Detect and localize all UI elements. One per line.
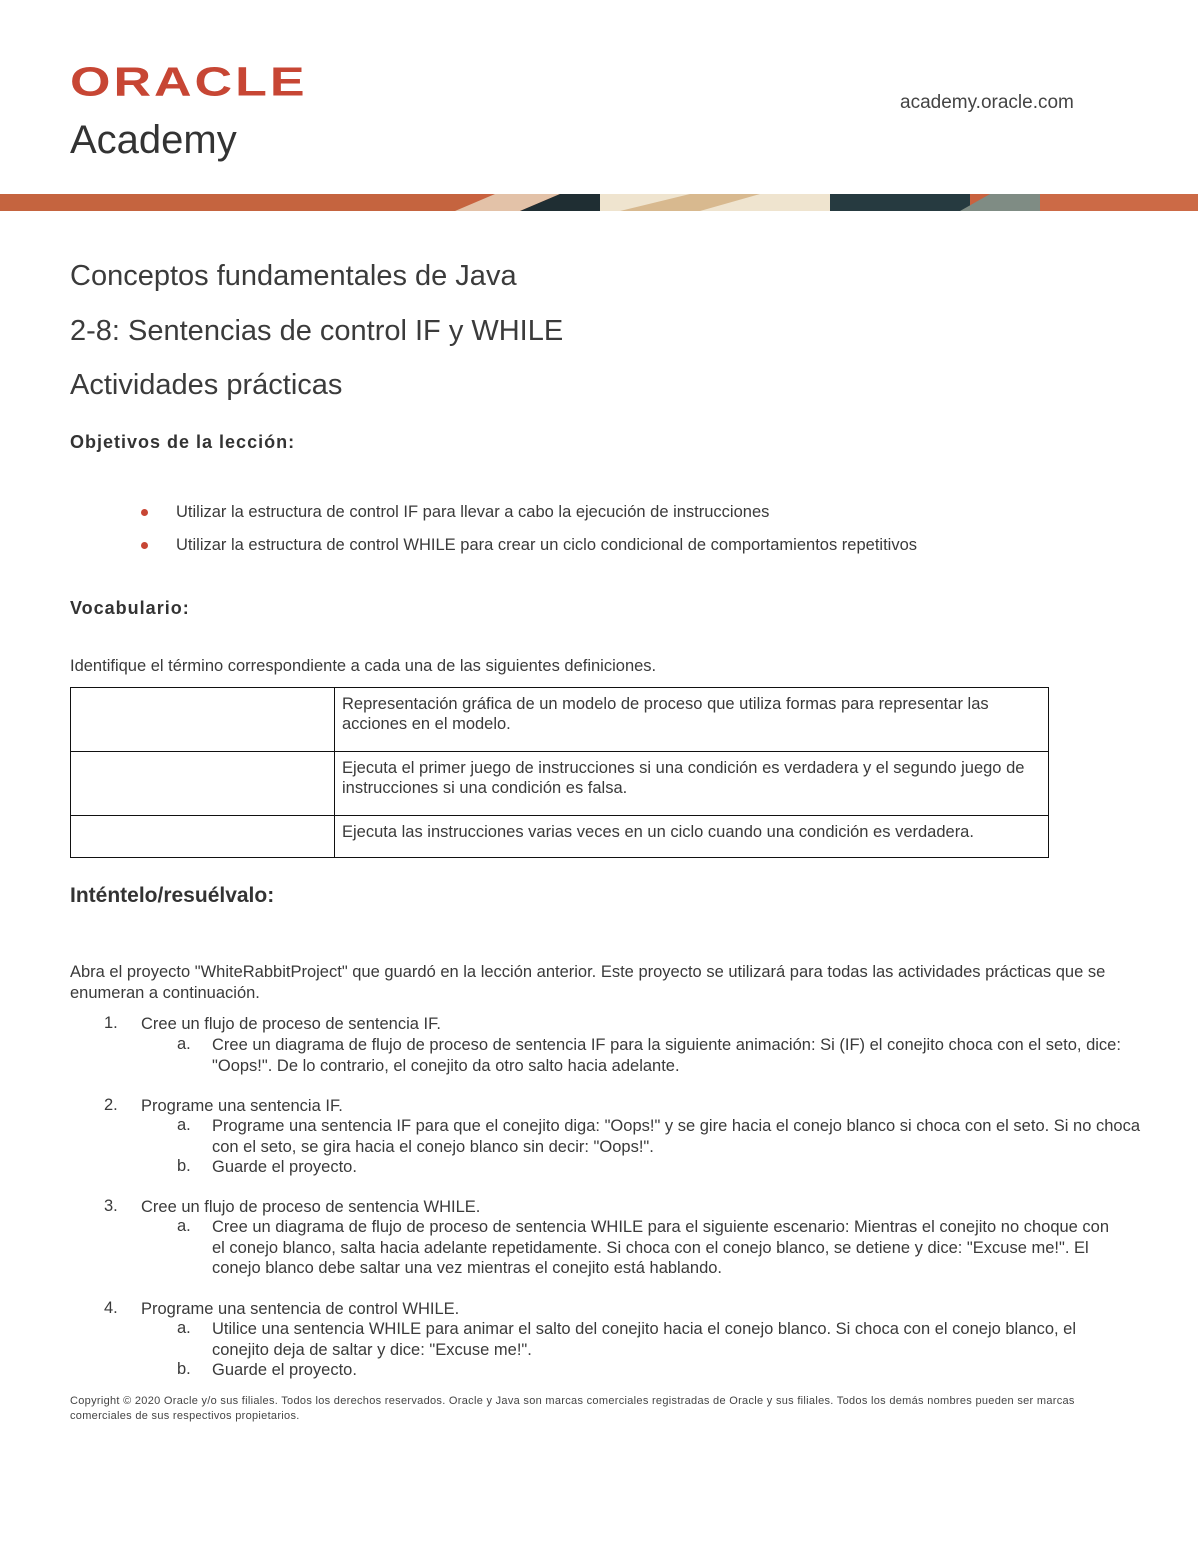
subtask-letter: a. xyxy=(177,1319,191,1337)
definition-cell: Ejecuta el primer juego de instrucciones si una condición es verdadera y el segundo juego de instrucciones si una condición es falsa. xyxy=(335,752,1049,816)
lesson-title: 2-8: Sentencias de control IF y WHILE xyxy=(70,315,564,347)
objective-item: Utilizar la estructura de control IF para llevar a cabo la ejecución de instrucciones xyxy=(176,503,770,521)
task-text: Cree un flujo de proceso de sentencia WHILE. xyxy=(141,1198,481,1216)
subtask-letter: a. xyxy=(177,1217,191,1235)
definition-cell: Representación gráfica de un modelo de proceso que utiliza formas para representar las acciones en el modelo. xyxy=(335,688,1049,752)
definition-cell: Ejecuta las instrucciones varias veces en un ciclo cuando una condición es verdadera. xyxy=(335,816,1049,858)
table-row xyxy=(71,752,1049,816)
subtask-letter: b. xyxy=(177,1360,191,1378)
table-row xyxy=(71,688,1049,752)
copyright-notice: Copyright © 2020 Oracle y/o sus filiales. Todos los derechos reservados. Oracle y Java son marcas comerciales registradas de Oracle y sus filiales. Todos los demás nombres pueden ser marcas comerciales de sus respectivos propietarios. xyxy=(70,1395,1075,1422)
table-row xyxy=(71,816,1049,858)
subtask-text: Guarde el proyecto. xyxy=(212,1361,357,1379)
task-text: Programe una sentencia de control WHILE. xyxy=(141,1300,460,1318)
activity-title: Actividades prácticas xyxy=(70,369,343,401)
task-number: 2. xyxy=(104,1096,118,1114)
subtask-text: Cree un diagrama de flujo de proceso de sentencia IF para la siguiente animación: Si (IF) el conejito choca con el seto, dice: "Oops!". De lo contrario, el conejito da otro salto hacia adelante. xyxy=(212,1036,1121,1075)
objectives-heading: Objetivos de la lección: xyxy=(70,432,296,452)
subtask-text: Programe una sentencia IF para que el conejito diga: "Oops!" y se gire hacia el conejo blanco si choca con el seto. Si no choca con el seto, se gira hacia el conejo blanco sin decir: "Oops!". xyxy=(212,1117,1141,1156)
task-number: 1. xyxy=(104,1014,118,1032)
subtask-letter: a. xyxy=(177,1116,191,1134)
task-text: Cree un flujo de proceso de sentencia IF. xyxy=(141,1015,441,1033)
vocabulary-table xyxy=(70,687,1049,858)
subtask-text: Cree un diagrama de flujo de proceso de sentencia WHILE para el siguiente escenario: Mientras el conejito no choque con el conejo blanco, salta hacia adelante repetidamente. Si choca con el conejo blanco, se detiene y dice: "Excuse me!". El conejo blanco debe saltar una vez mientras el conejito está hablando. xyxy=(212,1218,1110,1277)
vocabulary-heading: Vocabulario: xyxy=(70,598,190,618)
bullet-icon xyxy=(141,509,148,516)
task-text: Programe una sentencia IF. xyxy=(141,1097,343,1115)
task-number: 3. xyxy=(104,1197,118,1215)
objective-item: Utilizar la estructura de control WHILE para crear un ciclo condicional de comportamientos repetitivos xyxy=(176,536,917,554)
subtask-text: Guarde el proyecto. xyxy=(212,1158,357,1176)
bullet-icon xyxy=(141,542,148,549)
subtask-letter: a. xyxy=(177,1035,191,1053)
vocabulary-intro: Identifique el término correspondiente a cada una de las siguientes definiciones. xyxy=(70,657,657,675)
academy-label: Academy xyxy=(70,118,237,162)
tryit-intro: Abra el proyecto "WhiteRabbitProject" que guardó en la lección anterior. Este proyecto se utilizará para todas las actividades prácticas que se enumeran a continuación. xyxy=(70,963,1106,1002)
task-number: 4. xyxy=(104,1299,118,1317)
tryit-heading: Inténtelo/resuélvalo: xyxy=(70,884,275,907)
header-banner xyxy=(0,194,1198,211)
term-cell[interactable] xyxy=(71,688,335,752)
subtask-letter: b. xyxy=(177,1157,191,1175)
oracle-logo: ORACLE xyxy=(70,59,308,105)
course-title: Conceptos fundamentales de Java xyxy=(70,260,517,292)
subtask-text: Utilice una sentencia WHILE para animar el salto del conejito hacia el conejo blanco. Si choca con el conejo blanco, el conejito deja de saltar y dice: "Excuse me!". xyxy=(212,1320,1077,1359)
term-cell[interactable] xyxy=(71,752,335,816)
site-url[interactable]: academy.oracle.com xyxy=(900,92,1074,113)
term-cell[interactable] xyxy=(71,816,335,858)
